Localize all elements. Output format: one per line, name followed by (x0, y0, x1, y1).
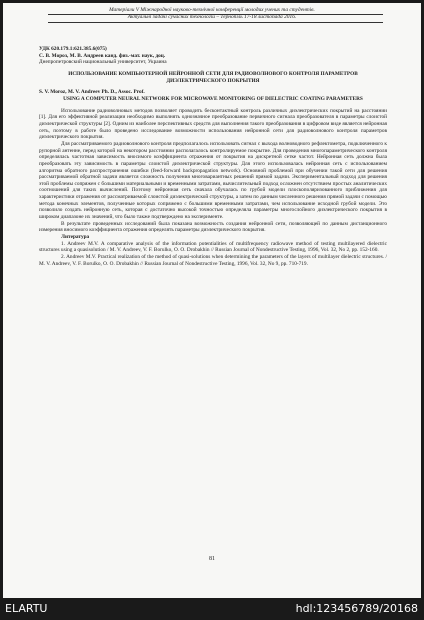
header-rule-2 (48, 22, 383, 23)
repository-footer (0, 598, 424, 620)
authors-en: S. V. Moroz, M. V. Andreev Ph. D., Assoc. Prof. (39, 89, 145, 96)
header-line-2: Актуальні задачі сучасних технологій – Тернопіль 17-18 листопада 2016. (127, 14, 297, 20)
paragraph: В результате проведенных исследований была показана возможность создания нейронной сети, позволяющей по данным дистанционного измерения вносимого коэффициента отражения определять параметры диэлектрического покрытия. (39, 220, 387, 234)
header-rule-1 (48, 14, 383, 15)
paragraph: Для рассматриваемого радиоволнового контроля предполагалось использовать сигнал с выхода волноводного рефлектометра, подключенного к рупорной антенне, перед которой на некотором расстоянии располагалось контролируемое покрытие. Для проведения многопараметрического контроля определялась частотная зависимость вносимого коэффициента отражения от покрытия на дискретной сетке частот. Нейронная сеть должна была преобразовать эту зависимость в параметры слоистой диэлектрической структуры. Для этого использовалась нейронная сеть с использованием алгоритма обратного распространения ошибки (feed-forward backpropagation network). Основной проблемой при обучении такой сети для решения рассматриваемой обратной задачи является сложность получения многовариантных решений прямой задачи. Экспериментальный подход для решения этой проблемы сопряжен с большими материальными и временными затратами, вычислительный подход осложнен отсутствием простых аналитических соотношений для таких вычислений. Поэтому нейронная сеть сначала обучалась по грубой модели плоскополяризованного приближения для характеристики отражения от рассматриваемой слоистой диэлектрической структуры, а затем по данным численного решения прямой задачи с помощью метода конечных элементов, полученные которых сопряжено с большими временными затратами, чем использование исходной грубой модели. Это позволило создать нейронную сеть, которая с достаточно высокой точностью определяла параметры многослойного диэлектрического покрытия в широком диапазоне их значений, что было также подтверждено на эксперименте. (39, 140, 387, 221)
title-en: USING A COMPUTER NEURAL NETWORK FOR MICROWAVE MONITORING OF DIELECTRIC COATING PARAMETERS (63, 95, 363, 102)
affiliation: Днепропетровский национальный университет, Украина (39, 59, 167, 66)
literature-heading: Литература (61, 234, 90, 241)
document-page (3, 3, 421, 598)
handle-link[interactable]: hdl:123456789/20168 (295, 602, 418, 615)
article-body (39, 46, 387, 267)
udk-code: УДК 620.179.1:621.385.6(075) (39, 46, 107, 52)
authors-ru: С. В. Мороз, М. В. Андреев канд. физ.-мат. наук, доц. (39, 52, 166, 59)
repository-name: ELARTU (5, 602, 48, 615)
reference-item: 2. Andreev M.V. Practical realization of the method of quasi-solutions when determining the parameters of the layers of multilayer dielectric structures. / M. V. Andreev, V. F. Borulko, O. O. Drobakhin // Russian Journal of Nondestructive Testing, 1996, Vol. 32, No 9, pp. 710-719. (39, 254, 387, 267)
reference-item: 1. Andreev M.V. A comparative analysis of the information potentialities of multifrequency radiowave method of testing multilayered dielectric structures using a quasisolution / M. V. Andreev, V. F. Borulko, O. O. Drobakhin // Russian Journal of Nondestructive Testing, 1996, Vol. 32, No 2, pp. 152-160. (39, 240, 387, 254)
title-ru: ИСПОЛЬЗОВАНИЕ КОМПЬЮТЕРНОЙ НЕЙРОННОЙ СЕТИ ДЛЯ РАДИОВОЛНОВОГО КОНТРОЛЯ ПАРАМЕТРОВ ДИЭЛЕКТРИЧЕСКОГО ПОКРЫТИЯ (68, 70, 358, 84)
paragraph: Использование радиоволновых методов позволяет проводить бесконтактный контроль различных диэлектрических покрытий на расстоянии [1]. Для его эффективной реализации необходимо выполнять однозначное преобразование первичного сигнала преобразователя в параметры слоистой диэлектрической структуры [2]. Одним из наиболее перспективных средств для выполнения такого преобразования в цифровом виде является нейронная сеть, поэтому в работе было проведено исследование возможности использования нейронной сети для радиоволнового контроля параметров диэлектрического покрытия. (39, 107, 387, 141)
page-number: 81 (209, 556, 215, 562)
header-line-1: Матеріали V Міжнародної науково-технічної конференції молодих учених та студентів. (109, 7, 315, 13)
